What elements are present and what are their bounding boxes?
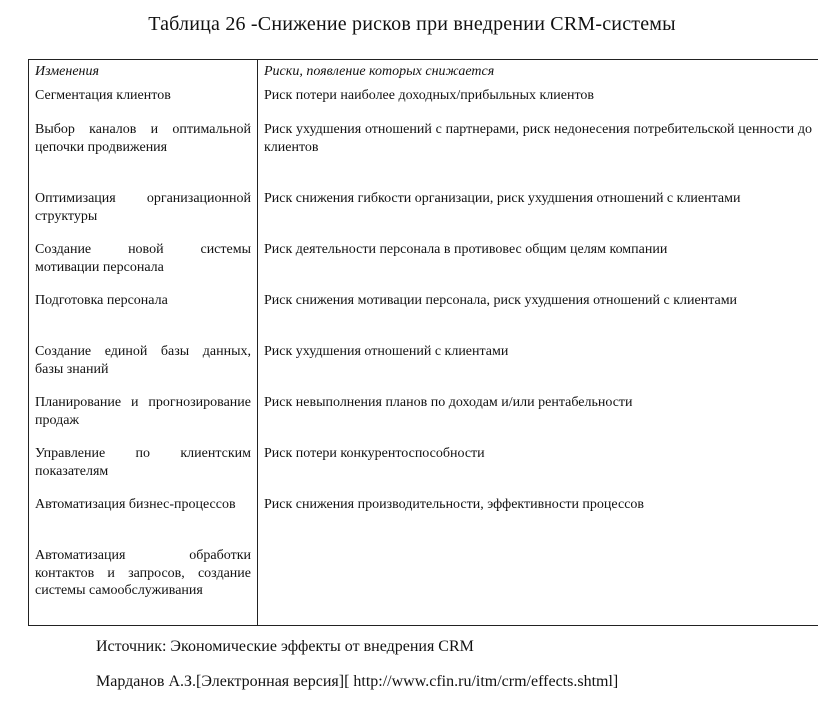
cell-risk: Риск снижения мотивации персонала, риск ухудшения отношений с клиентами — [264, 293, 738, 308]
cell-change: Создание новой системы мотивации персонала — [29, 241, 258, 292]
table-row — [29, 87, 819, 121]
cell-change: Планирование и прогнозирование продаж — [29, 394, 258, 445]
source-line-1: Источник: Экономические эффекты от внедрения CRM — [96, 638, 474, 655]
cell-change: Оптимизация организационной структуры — [29, 190, 258, 241]
table-row — [29, 496, 819, 547]
table-row — [29, 394, 819, 445]
risk-table — [28, 59, 818, 626]
table-header-row — [29, 60, 819, 88]
table-row — [29, 121, 819, 190]
source-line-2: Марданов А.З.[Электронная версия][ http://www.cfin.ru/itm/crm/effects.shtml] — [96, 673, 619, 690]
cell-change: Создание единой базы данных, базы знаний — [29, 343, 258, 394]
table-row — [29, 445, 819, 496]
cell-risk: Риск невыполнения планов по доходам и/или рентабельности — [264, 395, 633, 410]
cell-risk — [258, 547, 819, 626]
cell-change: Подготовка персонала — [29, 292, 258, 343]
table-row — [29, 547, 819, 626]
table-row — [29, 190, 819, 241]
cell-risk: Риск ухудшения отношений с клиентами — [264, 344, 509, 359]
table-row — [29, 292, 819, 343]
cell-risk: Риск снижения гибкости организации, риск ухудшения отношений с клиентами — [264, 191, 741, 206]
cell-risk: Риск деятельности персонала в противовес общим целям компании — [264, 242, 668, 257]
cell-risk: Риск ухудшения отношений с партнерами, риск недонесения потребительской ценности до клиентов — [264, 122, 812, 155]
table-row — [29, 343, 819, 394]
cell-risk: Риск потери наиболее доходных/прибыльных клиентов — [264, 88, 595, 103]
cell-change: Автоматизация бизнес-процессов — [29, 496, 258, 547]
header-risks: Риски, появление которых снижается — [258, 60, 819, 88]
cell-risk: Риск снижения производительности, эффективности процессов — [264, 497, 645, 512]
cell-risk: Риск потери конкурентоспособности — [264, 446, 485, 461]
table-title: Таблица 26 -Снижение рисков при внедрении CRM-системы — [148, 13, 676, 35]
cell-change: Автоматизация обработки контактов и запросов, создание системы самообслуживания — [29, 547, 258, 626]
cell-change: Выбор каналов и оптимальной цепочки продвижения — [29, 121, 258, 190]
cell-change: Управление по клиентским показателям — [29, 445, 258, 496]
header-changes: Изменения — [29, 60, 258, 88]
table-row — [29, 241, 819, 292]
cell-change: Сегментация клиентов — [29, 87, 258, 121]
